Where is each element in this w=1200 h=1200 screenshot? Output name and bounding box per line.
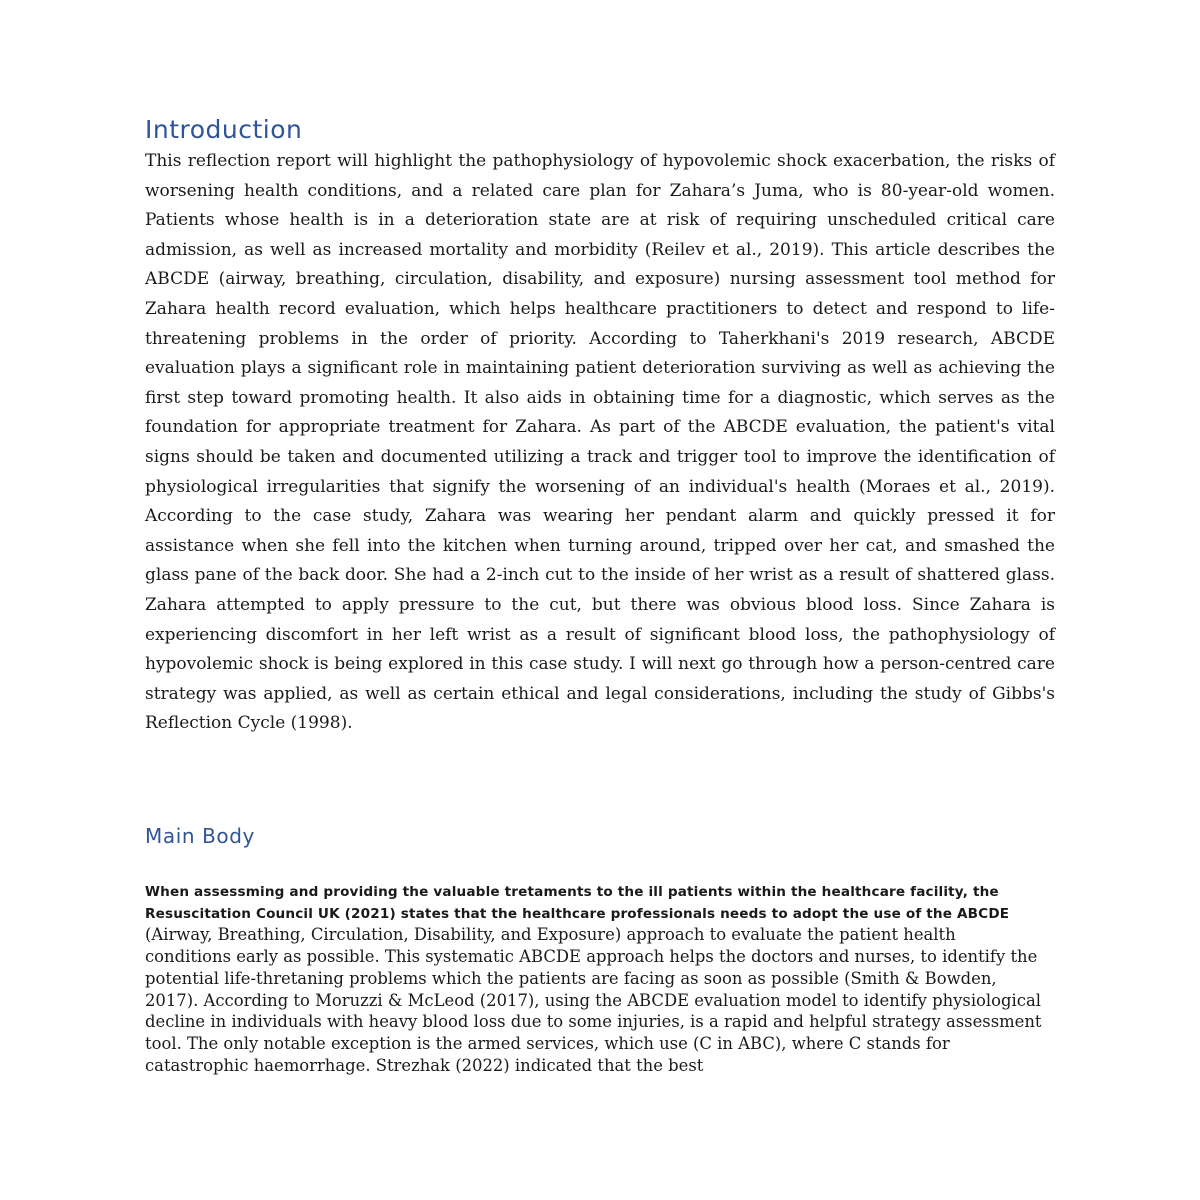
introduction-paragraph: This reflection report will highlight the pathophysiology of hypovolemic shock exacerbation, the risks of worsening health conditions, and a related care plan for Zahara’s Juma, who is 80-year-old women. Patients whose health is in a deterioration state are at risk of requiring unscheduled critical care admission, as well as increased mortality and morbidity (Reilev et al., 2019). This article describes the ABCDE (airway, breathing, circulation, disability, and exposure) nursing assessment tool method for Zahara health record evaluation, which helps healthcare practitioners to detect and respond to life-threatening problems in the order of priority. According to Taherkhani's 2019 research, ABCDE evaluation plays a significant role in maintaining patient deterioration surviving as well as achieving the first step toward promoting health. It also aids in obtaining time for a diagnostic, which serves as the foundation for appropriate treatment for Zahara. As part of the ABCDE evaluation, the patient's vital signs should be taken and documented utilizing a track and trigger tool to improve the identification of physiological irregularities that signify the worsening of an individual's health (Moraes et al., 2019). According to the case study, Zahara was wearing her pendant alarm and quickly pressed it for assistance when she fell into the kitchen when turning around, tripped over her cat, and smashed the glass pane of the back door. She had a 2-inch cut to the inside of her wrist as a result of shattered glass. Zahara attempted to apply pressure to the cut, but there was obvious blood loss. Since Zahara is experiencing discomfort in her left wrist as a result of significant blood loss, the pathophysiology of hypovolemic shock is being explored in this case study. I will next go through how a person-centred care strategy was applied, as well as certain ethical and legal considerations, including the study of Gibbs's Reflection Cycle (1998). <box>145 151 1055 734</box>
main-body-paragraph <box>145 882 1045 1078</box>
document-page <box>145 0 1055 1200</box>
main-body-bold-text: When assessming and providing the valuable tretaments to the ill patients within the healthcare facility, the Resuscitation Council UK (2021) states that the healthcare professionals needs to adopt the use of the ABCDE <box>145 884 1010 922</box>
main-body-regular-text: (Airway, Breathing, Circulation, Disability, and Exposure) approach to evaluate the patient health conditions early as possible. This systematic ABCDE approach helps the doctors and nurses, to identify the potential life-thretaning problems which the patients are facing as soon as possible (Smith & Bowden, 2017). According to Moruzzi & McLeod (2017), using the ABCDE evaluation model to identify physiological decline in individuals with heavy blood loss due to some injuries, is a rapid and helpful strategy assessment tool. The only notable exception is the armed services, which use (C in ABC), where C stands for catastrophic haemorrhage. Strezhak (2022) indicated that the best <box>145 924 1042 1076</box>
introduction-heading: Introduction <box>145 115 303 144</box>
main-body-heading: Main Body <box>145 824 255 848</box>
